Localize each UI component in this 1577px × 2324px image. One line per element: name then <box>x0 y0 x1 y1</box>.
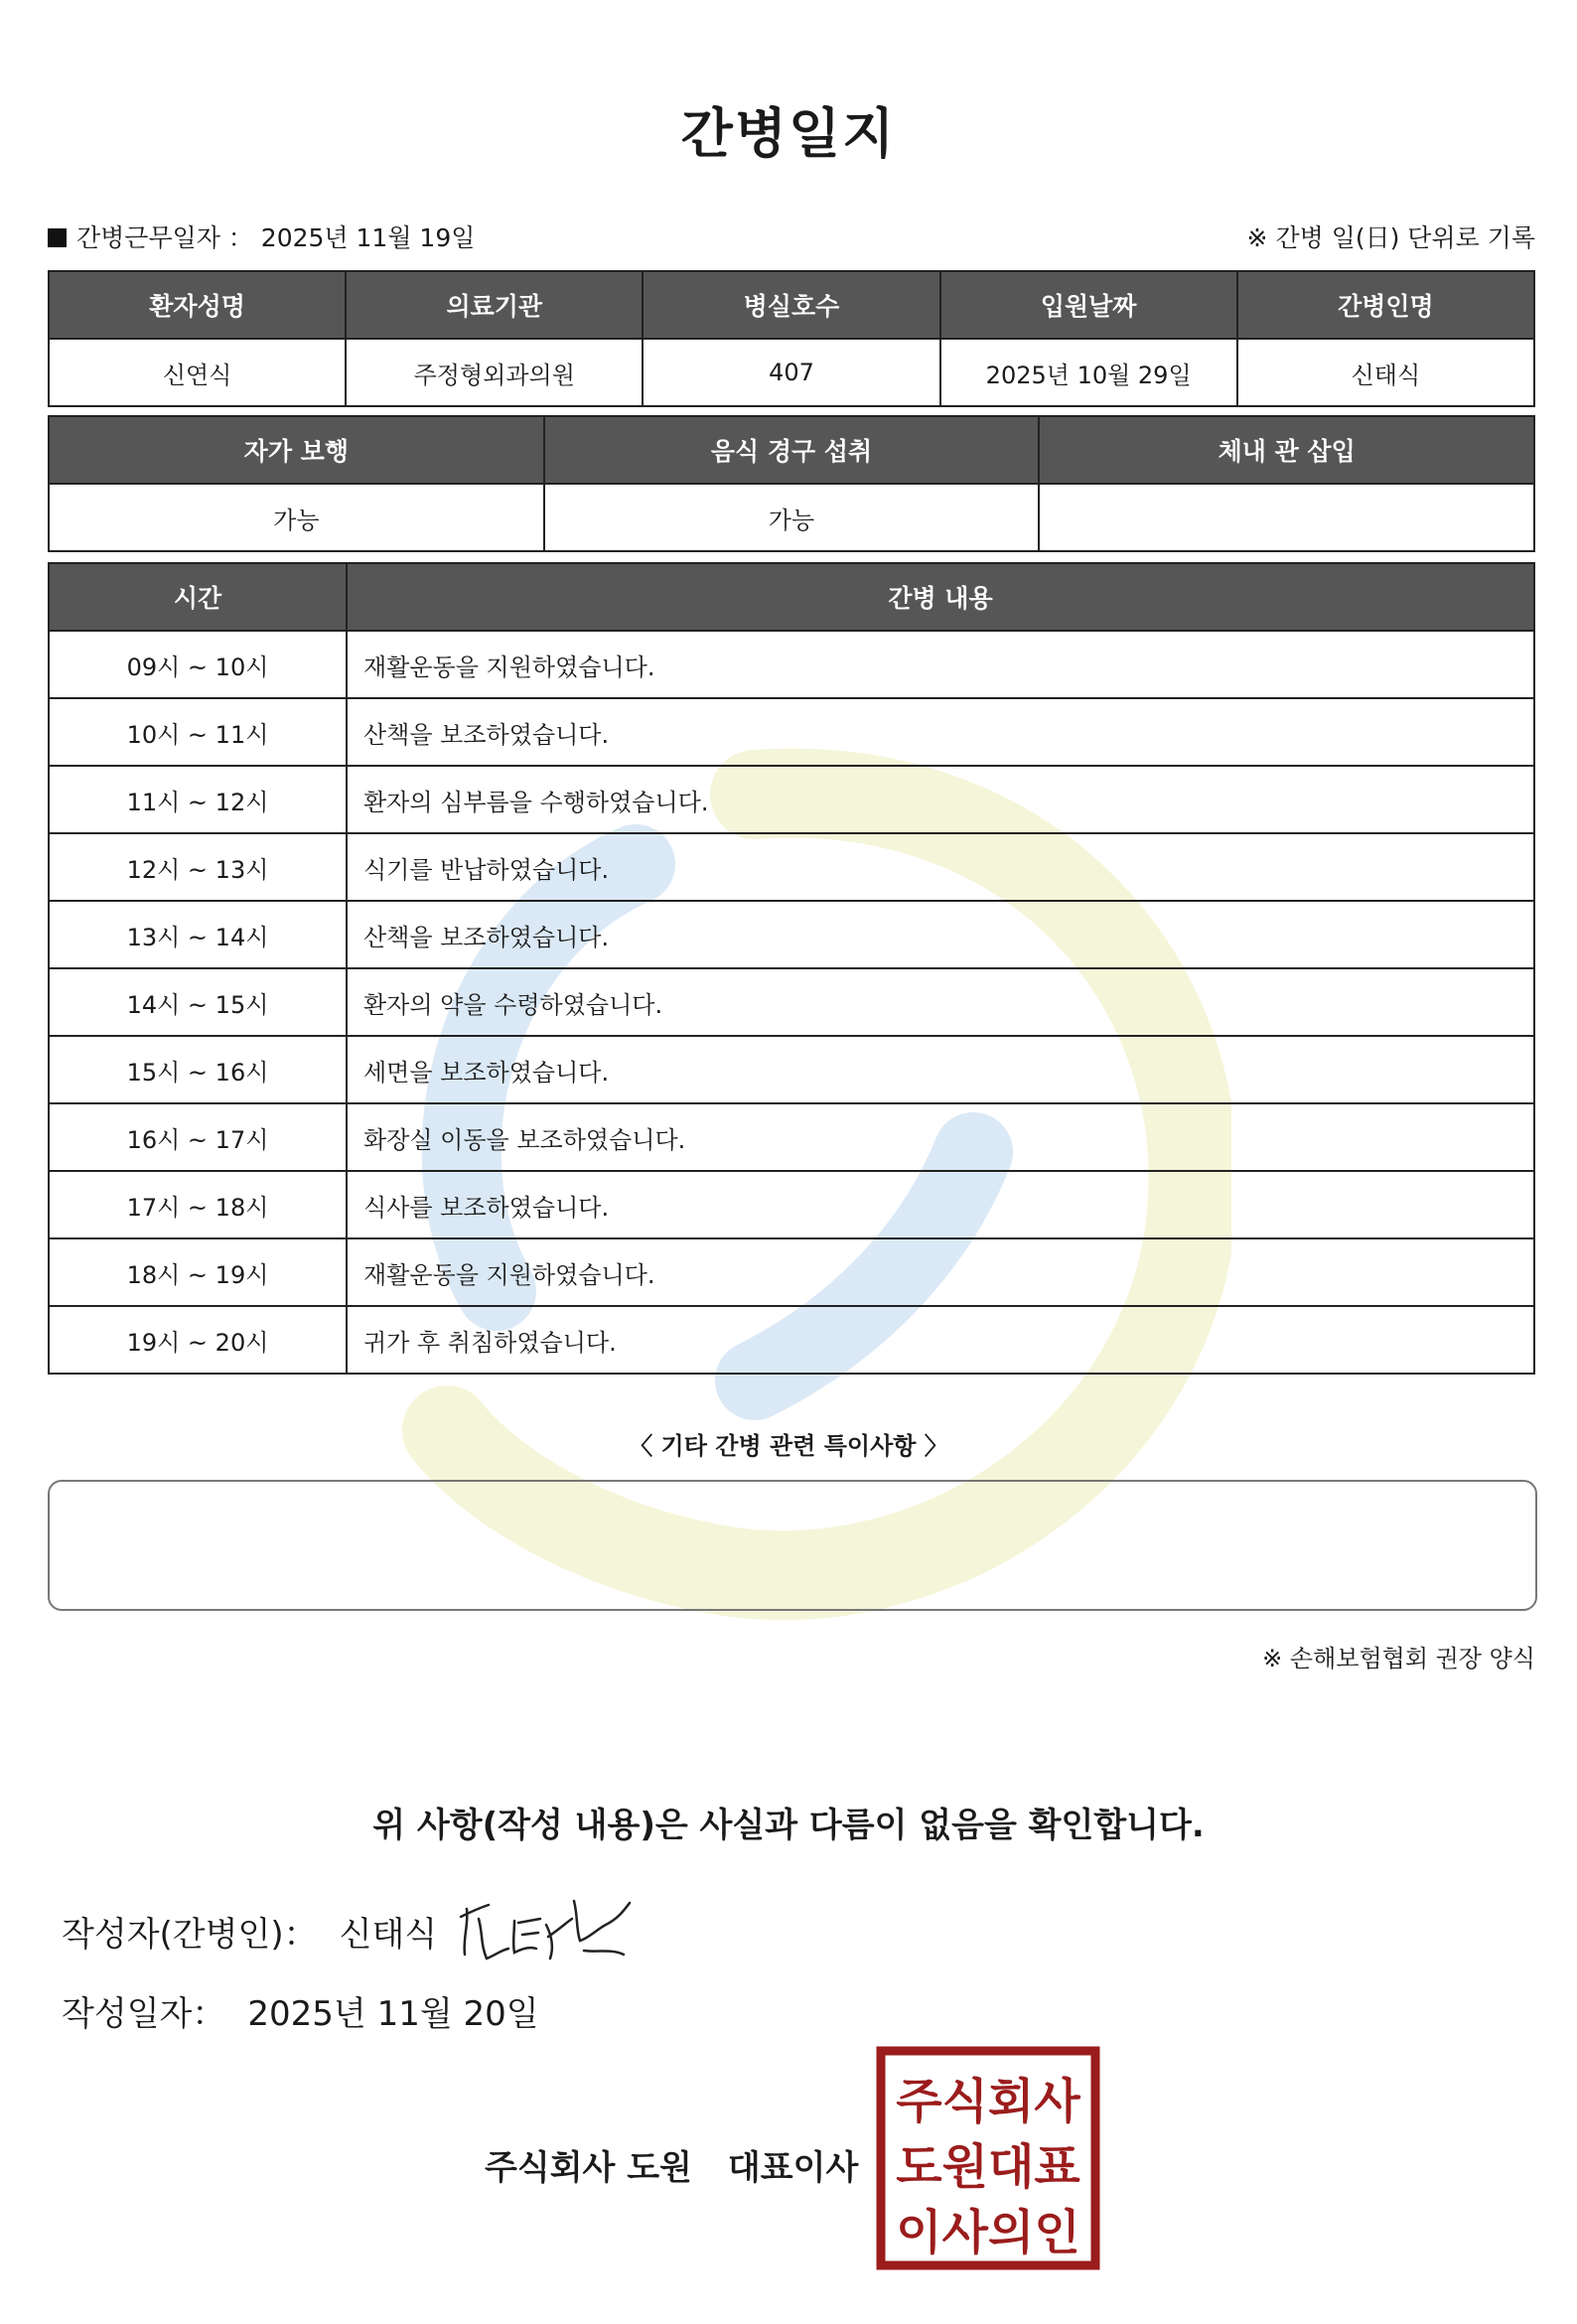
header-room: 병실호수 <box>643 271 939 339</box>
content-cell: 환자의 약을 수령하였습니다. <box>347 968 1534 1036</box>
time-cell: 10시 ~ 11시 <box>49 698 347 766</box>
table-row <box>49 1171 1534 1238</box>
special-notes-box <box>48 1480 1537 1611</box>
header-walking: 자가 보행 <box>49 416 544 484</box>
patient-name: 신연식 <box>49 339 346 406</box>
page-title: 간병일지 <box>680 102 897 165</box>
work-date-text: 간병근무일자 ： 2025년 11월 19일 <box>76 223 476 252</box>
table-row <box>49 901 1534 968</box>
content-cell: 환자의 심부름을 수행하였습니다. <box>347 766 1534 833</box>
patient-status-table <box>48 415 1535 552</box>
write-date-label: 작성일자： <box>62 1994 226 2034</box>
write-date-line <box>62 1986 539 2035</box>
time-cell: 17시 ~ 18시 <box>49 1171 347 1238</box>
walking-status: 가능 <box>49 484 544 551</box>
admission-date: 2025년 10월 29일 <box>940 339 1237 406</box>
content-cell: 산책을 보조하였습니다. <box>347 698 1534 766</box>
content-cell: 귀가 후 취침하였습니다. <box>347 1306 1534 1374</box>
care-log-table <box>48 562 1535 1375</box>
table-row <box>49 698 1534 766</box>
table-row <box>49 1103 1534 1171</box>
patient-info-table <box>48 270 1535 407</box>
special-notes-title: 〈 기타 간병 관련 특이사항 〉 <box>629 1432 948 1460</box>
header-tube-insertion: 체내 관 삽입 <box>1039 416 1534 484</box>
signature <box>449 1889 638 1968</box>
institution: 주정형외과의원 <box>346 339 643 406</box>
table-row <box>49 631 1534 698</box>
write-date-value: 2025년 11월 20일 <box>247 1994 539 2034</box>
table-row <box>49 766 1534 833</box>
oral-intake-status: 가능 <box>544 484 1040 551</box>
content-cell: 재활운동을 지원하였습니다. <box>347 1238 1534 1306</box>
table-row <box>49 1238 1534 1306</box>
table-row <box>49 1306 1534 1374</box>
time-cell: 12시 ~ 13시 <box>49 833 347 901</box>
time-cell: 16시 ~ 17시 <box>49 1103 347 1171</box>
time-cell: 13시 ~ 14시 <box>49 901 347 968</box>
seal-line-1: 주식회사 <box>896 2074 1080 2129</box>
tube-insertion-status <box>1039 484 1534 551</box>
content-cell: 재활운동을 지원하였습니다. <box>347 631 1534 698</box>
company-line <box>485 2140 858 2189</box>
header-patient-name: 환자성명 <box>49 271 346 339</box>
header-admission-date: 입원날짜 <box>940 271 1237 339</box>
square-bullet-icon <box>48 228 67 247</box>
unit-note: ※ 간병 일(日) 단위로 기록 <box>1246 223 1535 252</box>
table-row <box>49 833 1534 901</box>
confirmation-statement: 위 사항(작성 내용)은 사실과 다름이 없음을 확인합니다. <box>372 1806 1205 1845</box>
time-cell: 11시 ~ 12시 <box>49 766 347 833</box>
table-row <box>49 1036 1534 1103</box>
recommend-note: ※ 손해보험협회 권장 양식 <box>1262 1645 1535 1672</box>
content-cell: 화장실 이동을 보조하였습니다. <box>347 1103 1534 1171</box>
content-cell: 식사를 보조하였습니다. <box>347 1171 1534 1238</box>
writer-name: 신태식 <box>339 1915 438 1955</box>
company-name: 주식회사 도원 <box>485 2148 692 2188</box>
header-institution: 의료기관 <box>346 271 643 339</box>
room-number: 407 <box>643 339 939 406</box>
header-care-content: 간병 내용 <box>347 563 1534 631</box>
time-cell: 18시 ~ 19시 <box>49 1238 347 1306</box>
content-cell: 산책을 보조하였습니다. <box>347 901 1534 968</box>
time-cell: 19시 ~ 20시 <box>49 1306 347 1374</box>
header-time: 시간 <box>49 563 347 631</box>
time-cell: 15시 ~ 16시 <box>49 1036 347 1103</box>
caregiver-name: 신태식 <box>1237 339 1534 406</box>
work-date <box>48 218 475 254</box>
company-seal <box>876 2046 1100 2270</box>
header-caregiver: 간병인명 <box>1237 271 1534 339</box>
writer-label: 작성자(간병인)： <box>62 1915 318 1955</box>
time-cell: 14시 ~ 15시 <box>49 968 347 1036</box>
writer-line <box>62 1907 437 1956</box>
content-cell: 세면을 보조하였습니다. <box>347 1036 1534 1103</box>
company-role: 대표이사 <box>727 2148 859 2188</box>
header-oral-intake: 음식 경구 섭취 <box>544 416 1040 484</box>
content-cell: 식기를 반납하였습니다. <box>347 833 1534 901</box>
table-row <box>49 968 1534 1036</box>
seal-line-2: 도원대표 <box>896 2139 1080 2195</box>
seal-line-3: 이사의인 <box>896 2205 1080 2260</box>
time-cell: 09시 ~ 10시 <box>49 631 347 698</box>
